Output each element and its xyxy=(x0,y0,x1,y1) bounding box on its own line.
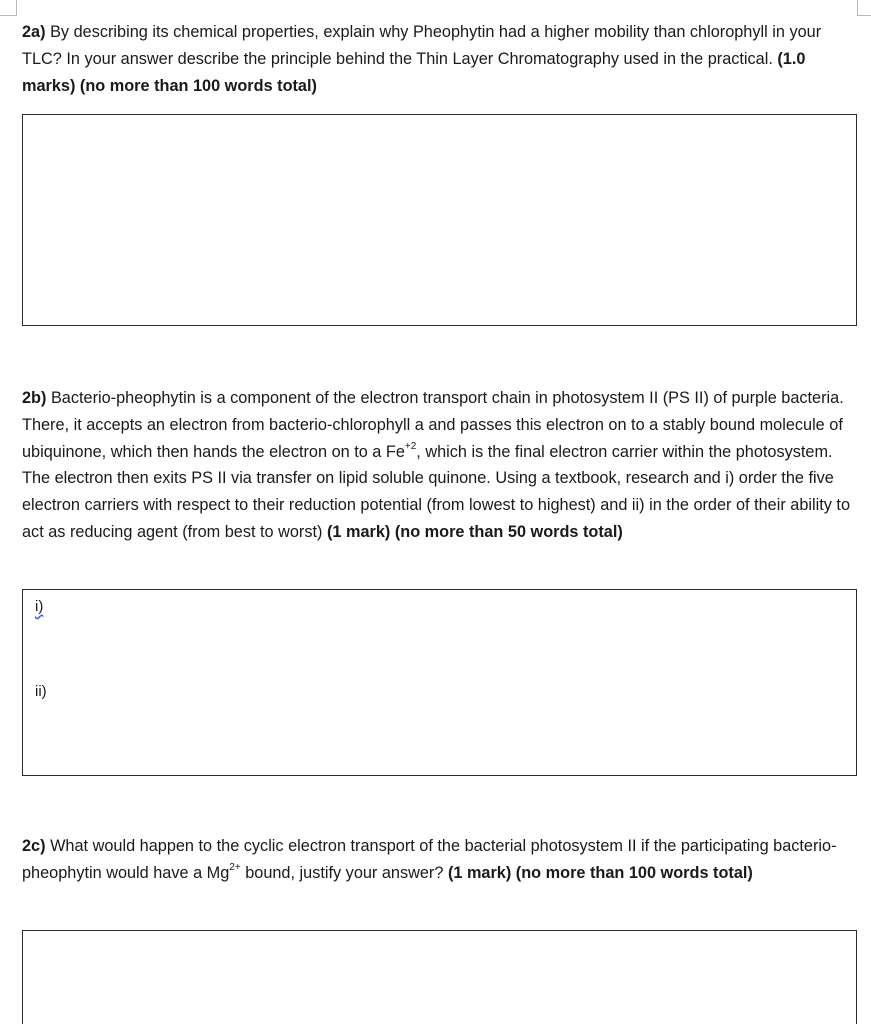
page-corner-mark-right xyxy=(857,0,871,16)
question-2c-text-part2: bound, justify your answer? xyxy=(240,863,448,882)
question-2b-superscript: +2 xyxy=(404,441,417,453)
question-2a-text: By describing its chemical properties, explain why Pheophytin had a higher mobility than chlorophyll in your TLC? In your answer describe the principle behind the Thin Layer Chromatography used in the practical. xyxy=(22,23,822,68)
question-2b xyxy=(22,385,862,546)
page-corner-mark-left xyxy=(0,0,17,16)
question-2a xyxy=(22,19,862,99)
answer-box-2a[interactable] xyxy=(22,114,857,326)
question-2c xyxy=(22,833,862,887)
answer-part-ii-label: ii) xyxy=(35,683,47,700)
answer-part-i-label: i) xyxy=(35,598,44,615)
question-2a-label: 2a) xyxy=(22,23,46,41)
answer-box-2c[interactable] xyxy=(22,930,857,1024)
answer-box-2b[interactable] xyxy=(22,589,857,776)
question-2c-marks: (1 mark) (no more than 100 words total) xyxy=(447,863,753,882)
question-2c-label: 2c) xyxy=(22,837,46,855)
question-2b-label: 2b) xyxy=(22,389,47,407)
question-2c-text-part1: What would happen to the cyclic electron transport of the bacterial photosystem II if the participating bacterio-pheophytin would have a Mg xyxy=(22,837,837,882)
question-2c-superscript: 2+ xyxy=(229,862,241,874)
question-2b-text-part2: , which is the final electron carrier within the photosystem. The electron then exits PS II via transfer on lipid soluble quinone. Using a textbook, research and i) order the five electron carriers with respect to their reduction potential (from lowest to highest) and ii) in the order of their ability to act as reducing agent (from best to worst) xyxy=(22,442,851,541)
question-2a-marks: (1.0 marks) (no more than 100 words total) xyxy=(22,49,806,95)
question-2b-marks: (1 mark) (no more than 50 words total) xyxy=(326,522,623,541)
question-2b-text-part1: Bacterio-pheophytin is a component of the electron transport chain in photosystem II (PS II) of purple bacteria. There, it accepts an electron from bacterio-chlorophyll a and passes this electron on to a stably bound molecule of ubiquinone, which then hands the electron on to a Fe xyxy=(22,389,844,461)
